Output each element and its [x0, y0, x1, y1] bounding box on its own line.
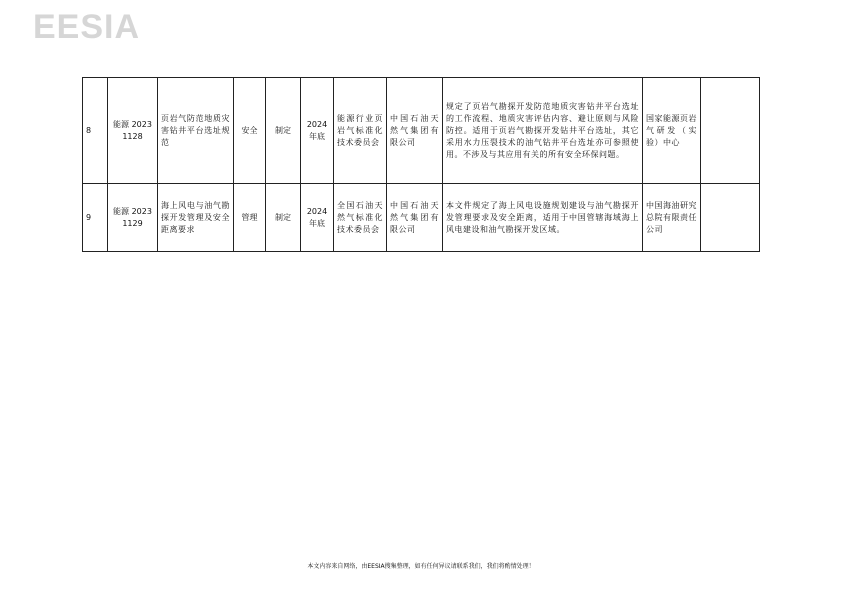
drafting-unit: 中国石油天然气集团有限公司	[387, 184, 443, 252]
remarks	[701, 184, 760, 252]
completion-year: 2024 年底	[301, 184, 334, 252]
revision-type: 制定	[266, 78, 301, 184]
eesia-logo: EESIA	[33, 8, 141, 46]
table-row	[83, 184, 760, 252]
table-row	[83, 78, 760, 184]
scope-description: 本文件规定了海上风电设施规划建设与油气勘探开发管理要求及安全距离，适用于中国管辖海域海上风电建设和油气勘探开发区域。	[443, 184, 643, 252]
row-number: 8	[83, 78, 108, 184]
drafting-unit: 中国石油天然气集团有限公司	[387, 78, 443, 184]
responsible-org: 国家能源页岩气研发（实验）中心	[643, 78, 701, 184]
scope-description: 规定了页岩气勘探开发防范地质灾害钻井平台选址的工作流程、地质灾害评估内容、避让原则与风险防控。适用于页岩气勘探开发钻井平台选址，其它采用水力压裂技术的油气钻井平台选址亦可参照使用。不涉及与其应用有关的所有安全环保问题。	[443, 78, 643, 184]
committee: 全国石油天然气标准化技术委员会	[334, 184, 387, 252]
category: 管理	[234, 184, 266, 252]
completion-year: 2024 年底	[301, 78, 334, 184]
standard-name: 海上风电与油气勘探开发管理及安全距离要求	[158, 184, 234, 252]
footer-disclaimer: 本文内容来自网络，由EESIA搜集整理，如有任何异议请联系我们，我们将酌情处理！	[307, 563, 535, 570]
remarks	[701, 78, 760, 184]
plan-code: 能源 20231129	[108, 184, 158, 252]
category: 安全	[234, 78, 266, 184]
row-number: 9	[83, 184, 108, 252]
standards-table	[82, 77, 760, 252]
standard-name: 页岩气防范地质灾害钻井平台选址规范	[158, 78, 234, 184]
responsible-org: 中国海油研究总院有限责任公司	[643, 184, 701, 252]
plan-code: 能源 20231128	[108, 78, 158, 184]
revision-type: 制定	[266, 184, 301, 252]
committee: 能源行业页岩气标准化技术委员会	[334, 78, 387, 184]
